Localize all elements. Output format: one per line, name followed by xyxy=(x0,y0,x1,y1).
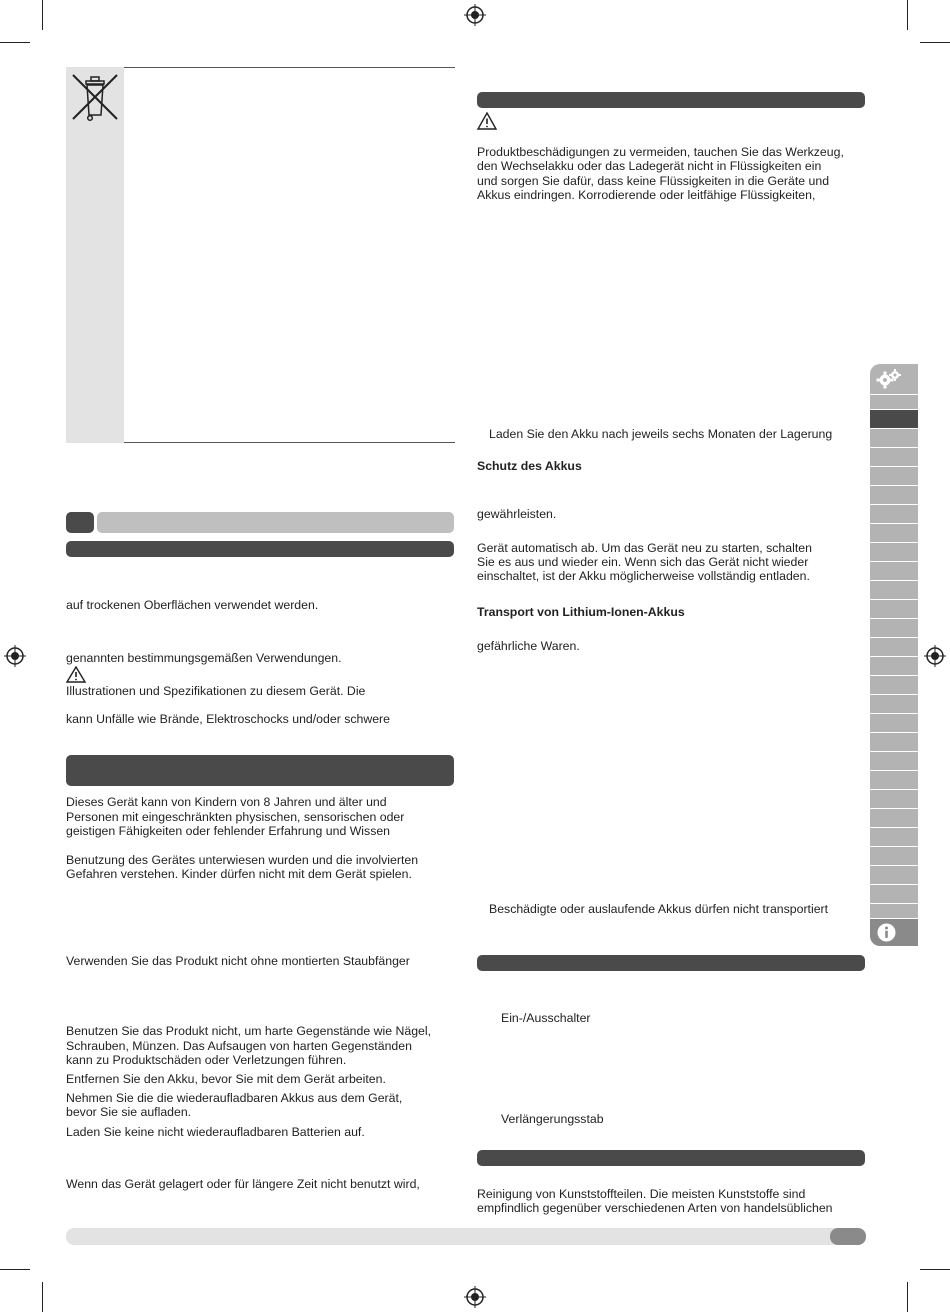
side-tab xyxy=(870,809,918,828)
side-tab xyxy=(870,904,918,919)
section-header-bar xyxy=(477,955,865,971)
side-tab xyxy=(870,562,918,581)
warning-triangle-icon xyxy=(66,666,86,683)
side-tab-info xyxy=(870,919,918,946)
side-tab xyxy=(870,505,918,524)
side-tab xyxy=(870,638,918,657)
side-tab xyxy=(870,429,918,448)
crossed-out-wheelie-bin-icon xyxy=(69,71,121,123)
parts-list-item: Verlängerungsstab xyxy=(501,1112,604,1126)
disposal-box xyxy=(66,67,455,443)
crop-mark xyxy=(0,1269,30,1270)
crop-mark xyxy=(42,0,43,30)
page-number-badge xyxy=(830,1228,866,1245)
text-line: Beschädigte oder auslaufende Akkus dürfen nicht transportiert xyxy=(489,902,829,916)
text-line: einschaltet, ist der Akku möglicherweise vollständig entladen. xyxy=(477,569,810,583)
text-line: Laden Sie den Akku nach jeweils sechs Monaten der Lagerung xyxy=(489,427,833,441)
registration-mark-icon xyxy=(924,645,946,667)
text-line: empfindlich gegenüber verschiedenen Arten von handelsüblichen xyxy=(477,1201,833,1215)
side-tab xyxy=(870,790,918,809)
section-header-bar xyxy=(477,92,865,108)
text-line: Sie es aus und wieder ein. Wenn sich das Gerät nicht wieder xyxy=(477,555,809,569)
side-tab xyxy=(870,866,918,885)
text-line: Gefahren verstehen. Kinder dürfen nicht mit dem Gerät spielen. xyxy=(66,867,412,881)
crop-mark xyxy=(920,1269,950,1270)
side-tab xyxy=(870,467,918,486)
gears-icon xyxy=(876,368,902,390)
side-tab xyxy=(870,695,918,714)
side-tab-active xyxy=(870,410,918,429)
side-tab xyxy=(870,524,918,543)
subsection-bar xyxy=(66,541,454,557)
registration-mark-icon xyxy=(464,4,486,26)
footer-bar xyxy=(66,1228,866,1245)
side-tab xyxy=(870,657,918,676)
text-line: Verwenden Sie das Produkt nicht ohne montierten Staubfänger xyxy=(66,954,410,968)
text-line: Entfernen Sie den Akku, bevor Sie mit dem Gerät arbeiten. xyxy=(66,1072,386,1086)
disposal-box-bottom-rule xyxy=(124,442,455,443)
parts-list-item: Ein-/Ausschalter xyxy=(501,1011,591,1025)
text-line: Illustrationen und Spezifikationen zu diesem Gerät. Die xyxy=(66,684,366,698)
side-tab xyxy=(870,581,918,600)
text-line: Laden Sie keine nicht wiederaufladbaren Batterien auf. xyxy=(66,1125,365,1139)
side-tab xyxy=(870,543,918,562)
section-number-badge xyxy=(66,512,94,533)
text-line: genannten bestimmungsgemäßen Verwendungen. xyxy=(66,651,342,665)
text-line: Gerät automatisch ab. Um das Gerät neu zu starten, schalten xyxy=(477,541,812,555)
disposal-box-sidebar xyxy=(66,67,124,443)
side-tab xyxy=(870,395,918,410)
text-line: den Wechselakku oder das Ladegerät nicht in Flüssigkeiten ein xyxy=(477,159,822,173)
side-tab xyxy=(870,676,918,695)
text-line: Akkus eindringen. Korrodierende oder leitfähige Flüssigkeiten, xyxy=(477,188,816,202)
section-title-bar xyxy=(97,512,454,533)
disposal-box-top-rule xyxy=(124,67,455,68)
registration-mark-icon xyxy=(4,645,26,667)
text-line: kann Unfälle wie Brände, Elektroschocks und/oder schwere xyxy=(66,712,390,726)
section-header-bar xyxy=(477,1150,865,1166)
text-line: gewährleisten. xyxy=(477,507,557,521)
side-tab xyxy=(870,486,918,505)
crop-mark xyxy=(907,1282,908,1312)
text-line: Personen mit eingeschränkten physischen, sensorischen oder xyxy=(66,810,405,824)
side-tab xyxy=(870,600,918,619)
text-line: Wenn das Gerät gelagert oder für längere Zeit nicht benutzt wird, xyxy=(66,1177,420,1191)
side-tab xyxy=(870,752,918,771)
subheading: Schutz des Akkus xyxy=(477,459,582,473)
registration-mark-icon xyxy=(464,1286,486,1308)
side-tab xyxy=(870,448,918,467)
text-line: kann zu Produktschäden oder Verletzungen führen. xyxy=(66,1053,347,1067)
text-line: Reinigung von Kunststoffteilen. Die meisten Kunststoffe sind xyxy=(477,1187,806,1201)
side-tab xyxy=(870,771,918,790)
text-line: auf trockenen Oberflächen verwendet werden. xyxy=(66,598,319,612)
text-line: Dieses Gerät kann von Kindern von 8 Jahren und älter und xyxy=(66,795,387,809)
text-line: Nehmen Sie die die wiederaufladbaren Akkus aus dem Gerät, xyxy=(66,1091,403,1105)
warning-triangle-icon xyxy=(477,112,497,130)
text-line: Schrauben, Münzen. Das Aufsaugen von harten Gegenständen xyxy=(66,1039,412,1053)
info-icon xyxy=(877,923,896,942)
section-header-bar xyxy=(66,755,454,786)
text-line: und sorgen Sie dafür, dass keine Flüssigkeiten in die Geräte und xyxy=(477,174,830,188)
side-tab xyxy=(870,733,918,752)
text-line: Produktbeschädigungen zu vermeiden, tauchen Sie das Werkzeug, xyxy=(477,145,844,159)
text-line: Benutzen Sie das Produkt nicht, um harte Gegenstände wie Nägel, xyxy=(66,1024,432,1038)
text-line: gefährliche Waren. xyxy=(477,639,580,653)
crop-mark xyxy=(42,1282,43,1312)
crop-mark xyxy=(907,0,908,30)
side-tab xyxy=(870,828,918,847)
side-tab xyxy=(870,714,918,733)
text-line: geistigen Fähigkeiten oder fehlender Erfahrung und Wissen xyxy=(66,824,391,838)
side-tab-gears xyxy=(870,364,918,395)
subheading: Transport von Lithium-Ionen-Akkus xyxy=(477,605,685,619)
crop-mark xyxy=(920,42,950,43)
crop-mark xyxy=(0,42,30,43)
side-tab xyxy=(870,885,918,904)
text-line: bevor Sie sie aufladen. xyxy=(66,1105,192,1119)
side-tab xyxy=(870,847,918,866)
text-line: Benutzung des Gerätes unterwiesen wurden und die involvierten xyxy=(66,853,419,867)
side-tab xyxy=(870,619,918,638)
